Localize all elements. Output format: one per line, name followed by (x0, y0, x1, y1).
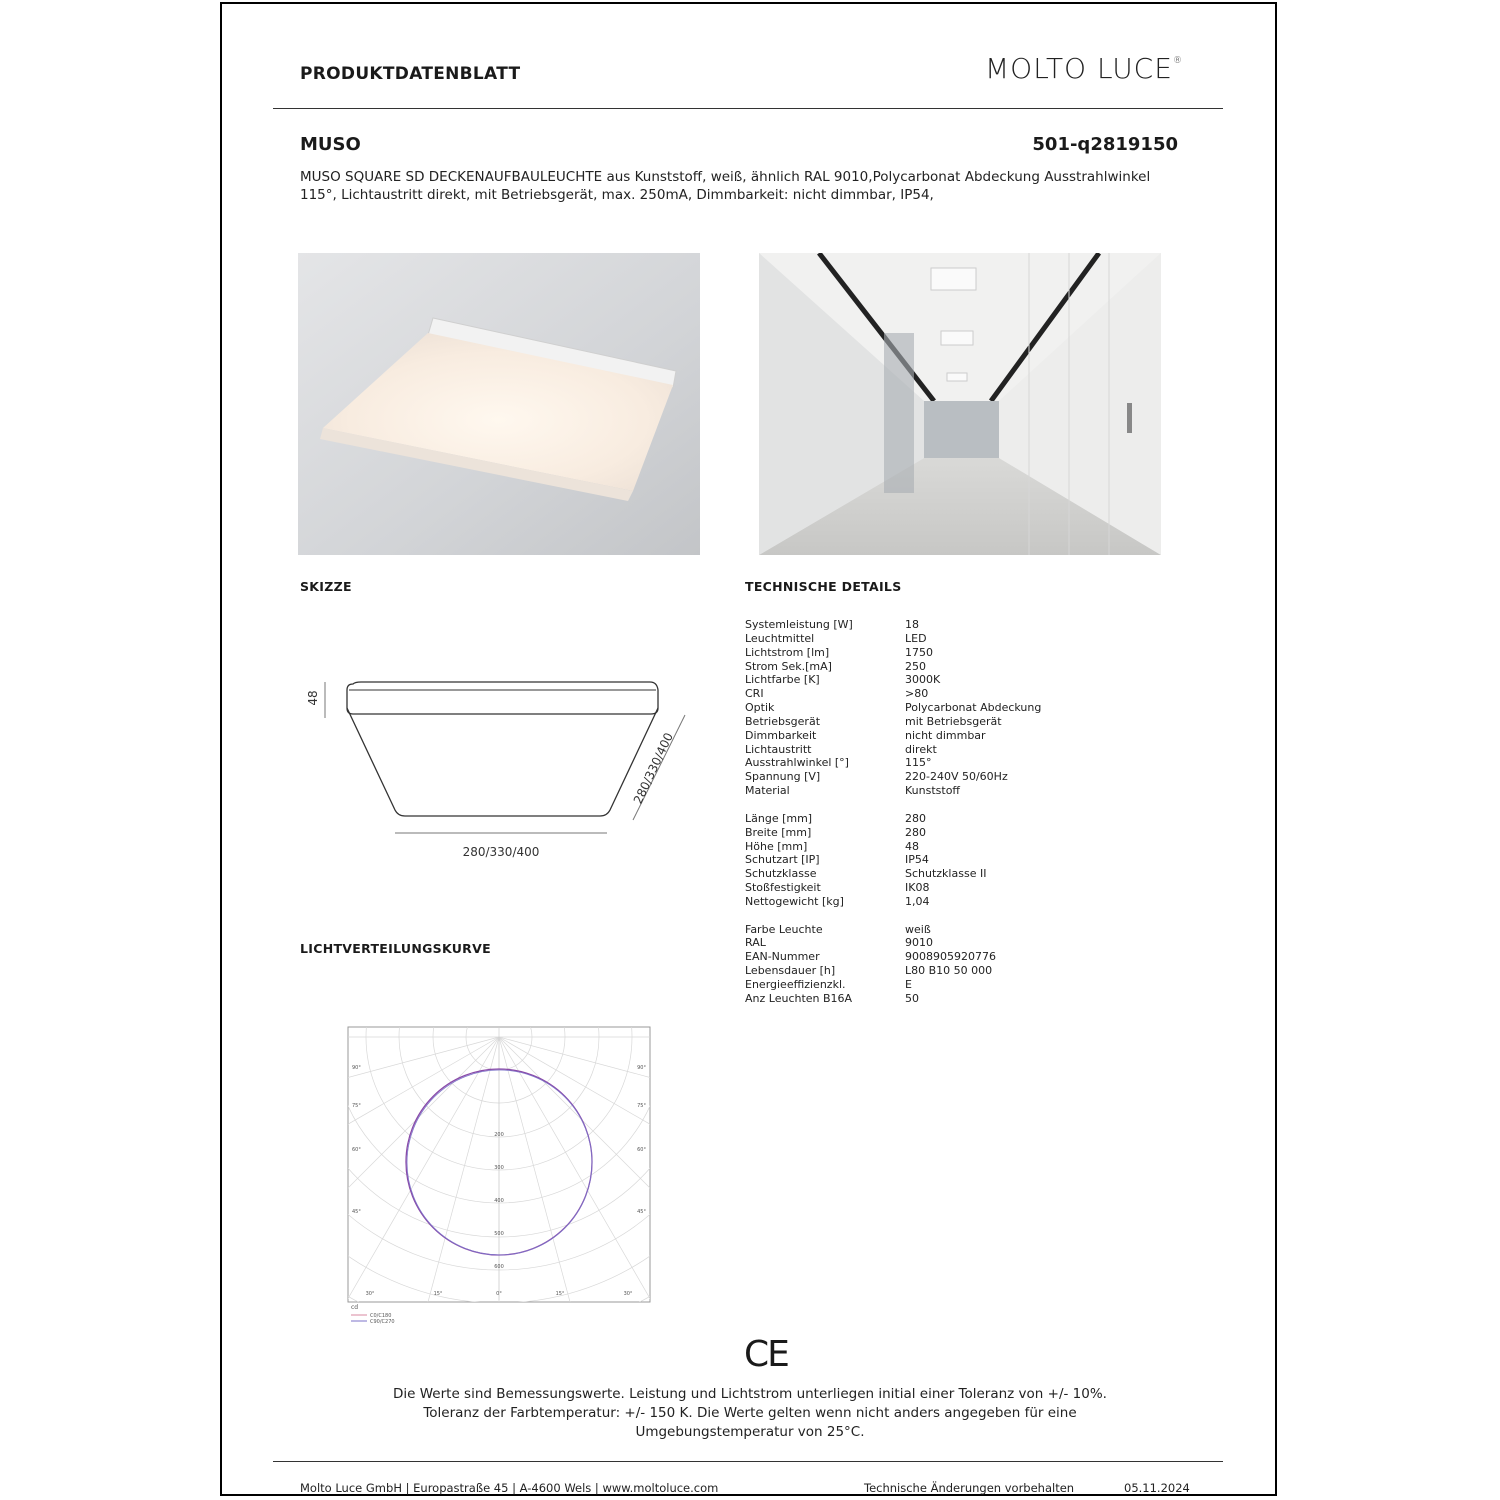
spec-label: Höhe [mm] (745, 839, 808, 853)
spec-label: Lebensdauer [h] (745, 964, 836, 978)
spec-value: 50 (905, 991, 919, 1005)
spec-row (745, 660, 1041, 674)
spec-label: Länge [mm] (745, 811, 813, 825)
spec-label: Lichtfarbe [K] (745, 673, 820, 687)
spec-value: 9008905920776 (905, 950, 996, 964)
spec-value: >80 (905, 687, 929, 701)
legend-label: C90/C270 (370, 1319, 395, 1325)
spec-row (745, 701, 1041, 715)
specs-group-dimensions (745, 812, 1041, 909)
angle-tick-label: 75° (637, 1103, 646, 1109)
spec-label: Betriebsgerät (745, 714, 821, 728)
depth-dimension: 280/330/400 (630, 730, 676, 807)
tech-details-table (745, 618, 1041, 1006)
spec-label: Ausstrahlwinkel [°] (745, 756, 849, 770)
spec-value: 3000K (905, 673, 941, 687)
spec-row (745, 978, 1041, 992)
spec-value: Schutzklasse II (905, 867, 987, 881)
height-dimension: 48 (306, 690, 320, 706)
spec-value: 220-240V 50/60Hz (905, 770, 1008, 784)
spec-value: nicht dimmbar (905, 728, 986, 742)
spec-row (745, 881, 1041, 895)
spec-label: Dimmbarkeit (745, 728, 817, 742)
spec-label: Spannung [V] (745, 770, 821, 784)
spec-label: Lichtstrom [lm] (745, 645, 830, 659)
spec-value: 18 (905, 618, 919, 631)
spec-label: Strom Sek.[mA] (745, 659, 832, 673)
radial-tick-label: 600 (494, 1264, 504, 1270)
spec-value: Kunststoff (905, 784, 961, 798)
spec-value: Polycarbonat Abdeckung (905, 701, 1042, 715)
footer-date: 05.11.2024 (1124, 1481, 1190, 1495)
angle-tick-label: 90° (637, 1065, 646, 1071)
spec-value: E (905, 977, 912, 991)
spec-row (745, 826, 1041, 840)
legend-label: C0/C180 (370, 1313, 392, 1319)
spec-row (745, 715, 1041, 729)
spec-value: 115° (905, 756, 932, 770)
unit-label: cd (351, 1304, 359, 1311)
bottom-angle-label: 15° (433, 1291, 443, 1297)
product-code: 501-q2819150 (1032, 134, 1178, 155)
spec-value: IP54 (905, 853, 929, 867)
width-dimension: 280/330/400 (462, 845, 540, 859)
light-distribution-heading: LICHTVERTEILUNGSKURVE (300, 941, 491, 956)
spec-label: EAN-Nummer (745, 950, 820, 964)
spec-value: 48 (905, 839, 919, 853)
light-distribution-curve (343, 1025, 663, 1339)
spec-label: Anz Leuchten B16A (745, 991, 853, 1005)
radial-tick-label: 200 (494, 1132, 504, 1138)
brand-logo-text: MOLTO LUCE (985, 52, 1173, 85)
tolerance-note-line: Toleranz der Farbtemperatur: +/- 150 K. Die Werte gelten wenn nicht anders angegeben für eine (423, 1405, 1077, 1421)
product-name: MUSO (300, 134, 361, 155)
spec-row (745, 895, 1041, 909)
spec-row (745, 729, 1041, 743)
specs-group-electrical (745, 618, 1041, 798)
spec-label: Farbe Leuchte (745, 922, 823, 936)
angle-tick-label: 90° (352, 1065, 361, 1071)
bottom-angle-label: 30° (365, 1291, 375, 1297)
spec-row (745, 673, 1041, 687)
spec-label: Schutzklasse (745, 867, 817, 881)
spec-value: 1750 (905, 645, 933, 659)
page-title: PRODUKTDATENBLATT (300, 64, 521, 84)
spec-value: 250 (905, 659, 926, 673)
registered-mark: ® (1172, 56, 1183, 66)
angle-tick-label: 45° (352, 1209, 361, 1215)
radial-tick-label: 300 (494, 1165, 504, 1171)
spec-label: Nettogewicht [kg] (745, 894, 844, 908)
angle-tick-label: 75° (352, 1103, 361, 1109)
spec-row (745, 853, 1041, 867)
spec-row (745, 618, 1041, 632)
spec-label: Material (745, 784, 790, 798)
spec-value: direkt (905, 742, 937, 756)
ce-mark: CE (744, 1334, 788, 1375)
spec-row (745, 964, 1041, 978)
spec-row (745, 950, 1041, 964)
spec-row (745, 770, 1041, 784)
product-description: MUSO SQUARE SD DECKENAUFBAULEUCHTE aus Kunststoff, weiß, ähnlich RAL 9010,Polycarbonat Abdeckung Ausstrahlwinkel 115°, Lichtaustritt direkt, mit Betriebsgerät, max. 250mA, Dimmbarkeit: nicht dimmbar, IP54, (300, 169, 1151, 203)
spec-value: 1,04 (905, 894, 930, 908)
spec-label: Leuchtmittel (745, 631, 815, 645)
spec-value: weiß (905, 922, 931, 936)
spec-row (745, 840, 1041, 854)
bottom-angle-label: 0° (496, 1291, 502, 1297)
footer-divider (273, 1461, 1223, 1462)
spec-label: CRI (745, 687, 764, 701)
spec-label: Systemleistung [W] (745, 618, 853, 631)
spec-label: Breite [mm] (745, 825, 812, 839)
spec-row (745, 936, 1041, 950)
spec-row (745, 632, 1041, 646)
spec-row (745, 687, 1041, 701)
spec-row (745, 646, 1041, 660)
spec-row (745, 992, 1041, 1006)
spec-label: Stoßfestigkeit (745, 881, 821, 895)
radial-tick-label: 500 (494, 1231, 504, 1237)
tolerance-note (300, 1385, 1200, 1442)
angle-tick-label: 45° (637, 1209, 646, 1215)
product-photo (298, 253, 700, 555)
angle-tick-label: 60° (637, 1147, 646, 1153)
spec-value: 280 (905, 825, 926, 839)
tolerance-note-line: Die Werte sind Bemessungswerte. Leistung und Lichtstrom unterliegen initial einer Toleranz von +/- 10%. (393, 1386, 1107, 1402)
angle-tick-label: 60° (352, 1147, 361, 1153)
spec-value: L80 B10 50 000 (905, 964, 993, 978)
spec-row (745, 743, 1041, 757)
spec-label: Energieeffizienzkl. (745, 977, 846, 991)
specs-group-general (745, 923, 1041, 1006)
dimension-sketch (295, 670, 705, 874)
spec-value: 9010 (905, 936, 933, 950)
tech-details-heading: TECHNISCHE DETAILS (745, 579, 902, 594)
spec-value: IK08 (905, 881, 930, 895)
spec-label: Optik (745, 701, 775, 715)
footer-disclaimer: Technische Änderungen vorbehalten (864, 1481, 1075, 1495)
spec-value: mit Betriebsgerät (905, 714, 1002, 728)
header-divider (273, 108, 1223, 109)
spec-value: 280 (905, 811, 926, 825)
bottom-angle-label: 15° (555, 1291, 565, 1297)
spec-row (745, 923, 1041, 937)
spec-row (745, 812, 1041, 826)
bottom-angle-label: 30° (623, 1291, 633, 1297)
sketch-heading: SKIZZE (300, 579, 352, 594)
spec-row (745, 756, 1041, 770)
radial-tick-label: 400 (494, 1198, 504, 1204)
spec-value: LED (905, 631, 927, 645)
brand-logo (985, 52, 1183, 85)
spec-label: Lichtaustritt (745, 742, 812, 756)
spec-label: RAL (745, 936, 766, 950)
spec-label: Schutzart [IP] (745, 853, 820, 867)
installation-photo (759, 253, 1161, 555)
footer-company: Molto Luce GmbH | Europastraße 45 | A-4600 Wels | www.moltoluce.com (300, 1481, 719, 1495)
tolerance-note-line: Umgebungstemperatur von 25°C. (635, 1424, 865, 1440)
spec-row (745, 867, 1041, 881)
spec-row (745, 784, 1041, 798)
